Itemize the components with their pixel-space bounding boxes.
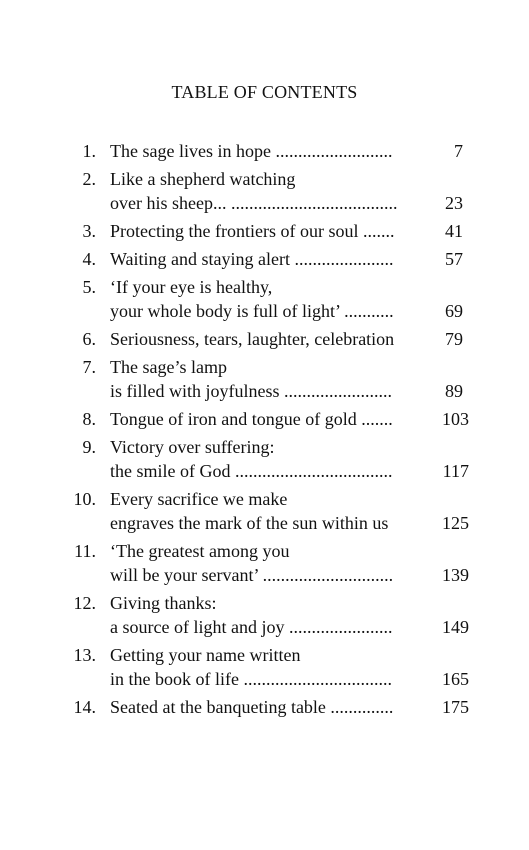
toc-entry-title-line: the smile of God ................................... <box>110 461 393 481</box>
toc-entry-title-line: Giving thanks: <box>110 593 217 613</box>
toc-entry-page-number: 23 <box>445 193 463 213</box>
toc-entry-number: 10. <box>73 489 96 509</box>
toc-entry-title-line: The sage’s lamp <box>110 357 227 377</box>
toc-entry-page-number: 7 <box>454 141 463 161</box>
toc-entry <box>0 591 529 639</box>
toc-entry-title-line: Tongue of iron and tongue of gold ....... <box>110 409 393 429</box>
toc-entry-title-line: Every sacrifice we make <box>110 489 288 509</box>
toc-entry-page-number: 57 <box>445 249 463 269</box>
toc-entry-page-number: 125 <box>442 513 469 533</box>
toc-entry-title-line: will be your servant’ ............................. <box>110 565 394 585</box>
toc-entry <box>0 435 529 483</box>
toc-entry-title-line: Protecting the frontiers of our soul ....... <box>110 221 395 241</box>
toc-entry-number: 1. <box>82 141 96 161</box>
toc-entry-title-line: Seated at the banqueting table .............. <box>110 697 394 717</box>
toc-entry-title-line: in the book of life ................................. <box>110 669 392 689</box>
toc-entry <box>0 275 529 323</box>
toc-entry <box>0 539 529 587</box>
toc-entry-title-line: engraves the mark of the sun within us <box>110 513 389 533</box>
toc-entry-page-number: 41 <box>445 221 463 241</box>
toc-entry-title-line: Seriousness, tears, laughter, celebration <box>110 329 395 349</box>
toc-entry-number: 2. <box>82 169 96 189</box>
toc-entry-title-line: over his sheep... ..................................... <box>110 193 398 213</box>
toc-entry-title-line: The sage lives in hope .......................... <box>110 141 393 161</box>
toc-entry <box>0 487 529 535</box>
toc-entry-title-line: your whole body is full of light’ ........... <box>110 301 394 321</box>
toc-entry-title-line: Getting your name written <box>110 645 301 665</box>
toc-entry <box>0 139 529 163</box>
toc-entry <box>0 219 529 243</box>
toc-entry-title-line: a source of light and joy ....................... <box>110 617 393 637</box>
toc-entry <box>0 355 529 403</box>
toc-entry-number: 5. <box>82 277 96 297</box>
toc-entry-number: 13. <box>73 645 96 665</box>
toc-entry <box>0 643 529 691</box>
toc-entry-number: 14. <box>73 697 96 717</box>
toc-entry-title-line: Waiting and staying alert ...................... <box>110 249 394 269</box>
toc-entry-page-number: 117 <box>442 461 469 481</box>
toc-entry-page-number: 175 <box>442 697 469 717</box>
toc-entry-page-number: 139 <box>442 565 469 585</box>
toc-entry-title-line: Victory over suffering: <box>110 437 275 457</box>
toc-entry-page-number: 69 <box>445 301 463 321</box>
toc-entry-number: 8. <box>82 409 96 429</box>
toc-entry-page-number: 149 <box>442 617 469 637</box>
toc-entry-page-number: 79 <box>445 329 463 349</box>
toc-entry-number: 7. <box>82 357 96 377</box>
toc-entry-number: 3. <box>82 221 96 241</box>
toc-entry-page-number: 103 <box>442 409 469 429</box>
toc-entry-number: 9. <box>82 437 96 457</box>
toc-entry-number: 12. <box>73 593 96 613</box>
toc-entry-page-number: 89 <box>445 381 463 401</box>
toc-entry-title-line: ‘The greatest among you <box>110 541 290 561</box>
page-title: TABLE OF CONTENTS <box>171 82 358 102</box>
toc-entry <box>0 407 529 431</box>
toc-entry-title-line: ‘If your eye is healthy, <box>110 277 273 297</box>
toc-entry <box>0 695 529 719</box>
toc-entry-number: 6. <box>82 329 96 349</box>
toc-entry-number: 4. <box>82 249 96 269</box>
toc-entry <box>0 327 529 351</box>
toc-entry <box>0 247 529 271</box>
toc-entry-title-line: Like a shepherd watching <box>110 169 296 189</box>
toc-entry-title-line: is filled with joyfulness ........................ <box>110 381 392 401</box>
toc-entry-page-number: 165 <box>442 669 469 689</box>
toc-entry <box>0 167 529 215</box>
toc-entry-number: 11. <box>74 541 96 561</box>
